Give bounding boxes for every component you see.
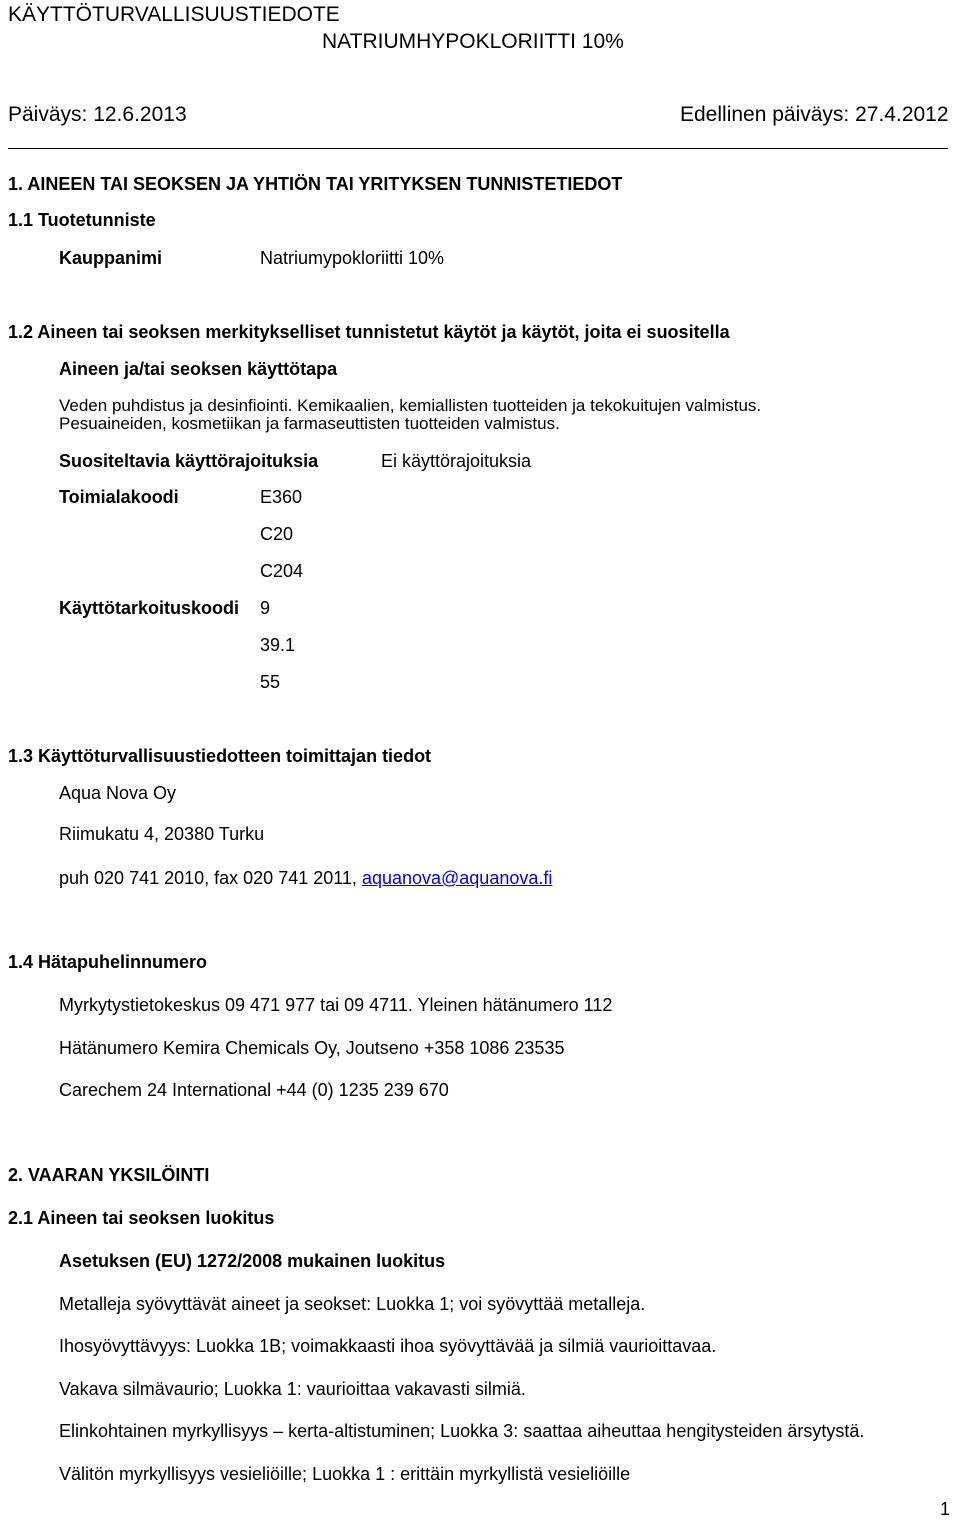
section-2-heading: 2. VAARAN YKSILÖINTI [8, 1165, 210, 1185]
supplier-company: Aqua Nova Oy [59, 783, 177, 803]
purpose-code: 9 [260, 598, 271, 618]
purpose-code: 39.1 [260, 635, 296, 655]
section-1-4-heading: 1.4 Hätapuhelinnumero [8, 952, 208, 972]
classification-item: Metalleja syövyttävät aineet ja seokset: Luokka 1; voi syövyttää metalleja. [59, 1294, 646, 1314]
issue-date: Päiväys: 12.6.2013 [8, 103, 187, 126]
supplier-address: Riimukatu 4, 20380 Turku [59, 824, 265, 844]
trade-name-value: Natriumypokloriitti 10% [260, 248, 445, 268]
emergency-line-1: Myrkytystietokeskus 09 471 977 tai 09 4711. Yleinen hätänumero 112 [59, 995, 613, 1015]
industry-code: C20 [260, 524, 294, 544]
purpose-code-label: Käyttötarkoituskoodi [59, 598, 240, 618]
classification-item: Välitön myrkyllisyys vesieliöille; Luokka 1 : erittäin myrkyllistä vesieliöille [59, 1464, 631, 1484]
restrictions-label: Suositeltavia käyttörajoituksia [59, 451, 319, 471]
page-number: 1 [940, 1499, 951, 1519]
industry-code: E360 [260, 487, 303, 507]
industry-code: C204 [260, 561, 304, 581]
document-type: KÄYTTÖTURVALLISUUSTIEDOTE [8, 3, 340, 26]
section-1-1-heading: 1.1 Tuotetunniste [8, 210, 156, 230]
supplier-contact [59, 869, 552, 887]
section-2-1-heading: 2.1 Aineen tai seoksen luokitus [8, 1208, 275, 1228]
purpose-code: 55 [260, 672, 281, 692]
section-1-3-heading: 1.3 Käyttöturvallisuustiedotteen toimittajan tiedot [8, 746, 432, 766]
usage-text-line-2: Pesuaineiden, kosmetiikan ja farmaseuttisten tuotteiden valmistus. [59, 414, 560, 433]
industry-code-label: Toimialakoodi [59, 487, 179, 507]
section-1-heading: 1. AINEEN TAI SEOKSEN JA YHTIÖN TAI YRITYKSEN TUNNISTETIEDOT [8, 174, 623, 194]
classification-item: Ihosyövyttävyys: Luokka 1B; voimakkaasti ihoa syövyttävää ja silmiä vaurioittavaa. [59, 1336, 717, 1356]
header-divider [8, 148, 948, 149]
supplier-email-link[interactable]: aquanova@aquanova.fi [361, 868, 553, 888]
usage-text-line-1: Veden puhdistus ja desinfiointi. Kemikaalien, kemiallisten tuotteiden ja tekokuitujen valmistus. [59, 396, 762, 415]
emergency-line-2: Hätänumero Kemira Chemicals Oy, Joutseno +358 1086 23535 [59, 1038, 565, 1058]
supplier-phone-fax: puh 020 741 2010, fax 020 741 2011, [59, 868, 362, 888]
previous-date: Edellinen päiväys: 27.4.2012 [680, 103, 949, 126]
product-title: NATRIUMHYPOKLORIITTI 10% [322, 30, 624, 53]
classification-subheading: Asetuksen (EU) 1272/2008 mukainen luokitus [59, 1251, 446, 1271]
section-1-2-heading: 1.2 Aineen tai seoksen merkitykselliset tunnistetut käytöt ja käytöt, joita ei suositella [8, 322, 730, 342]
usage-label: Aineen ja/tai seoksen käyttötapa [59, 359, 338, 379]
classification-item: Elinkohtainen myrkyllisyys – kerta-altistuminen; Luokka 3: saattaa aiheuttaa hengitysteiden ärsytystä. [59, 1421, 865, 1441]
emergency-line-3: Carechem 24 International +44 (0) 1235 239 670 [59, 1080, 449, 1100]
trade-name-label: Kauppanimi [59, 248, 163, 268]
classification-item: Vakava silmävaurio; Luokka 1: vaurioittaa vakavasti silmiä. [59, 1379, 526, 1399]
restrictions-value: Ei käyttörajoituksia [381, 451, 532, 471]
